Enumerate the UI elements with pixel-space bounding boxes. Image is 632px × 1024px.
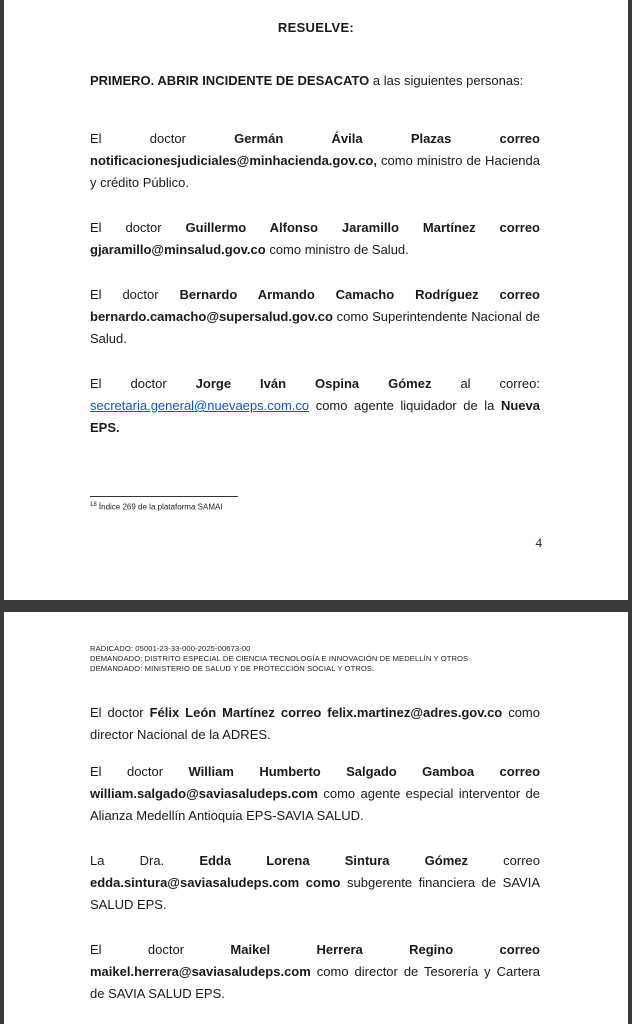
person-email: william.salgado@saviasaludeps.com <box>90 786 318 801</box>
person-name: William Humberto Salgado Gamboa correo <box>188 764 541 779</box>
person-name-email: Félix León Martínez correo felix.martinez@adres.gov.co <box>149 705 503 720</box>
person-role: como ministro de Hacienda y crédito Público. <box>90 153 540 190</box>
document-page-1 <box>4 0 628 600</box>
case-header <box>90 644 570 674</box>
person-paragraph-1 <box>90 128 540 194</box>
person-paragraph-3 <box>90 284 540 350</box>
header-demandado-2: DEMANDADO: MINISTERIO DE SALUD Y DE PROTECCIÓN SOCIAL Y OTROS. <box>90 664 375 673</box>
primero-text: a las siguientes personas: <box>369 73 524 88</box>
person-role: como agente especial interventor de Alianza Medellín Antioquia EPS-SAVIA SALUD. <box>90 786 540 823</box>
paragraph-primero <box>90 70 540 92</box>
person-name: Jorge Iván Ospina Gómez <box>195 376 432 391</box>
header-demandado-1: DEMANDADO: DISTRITO ESPECIAL DE CIENCIA TECNOLOGÍA E INNOVACIÓN DE MEDELLÍN Y OTROS <box>90 654 469 663</box>
person-role: como agente liquidador de la <box>309 398 501 413</box>
person-email: maikel.herrera@saviasaludeps.com <box>90 964 311 979</box>
person-name: Germán Ávila Plazas correo <box>234 131 540 146</box>
email-link[interactable]: secretaria.general@nuevaeps.com.co <box>90 398 310 413</box>
header-radicado: RADICADO: 05001-23-33-000-2025-00673-00 <box>90 644 251 653</box>
person-bold-como: como <box>299 875 341 890</box>
person-intro: El doctor <box>90 942 231 957</box>
person-intro: El doctor <box>90 220 186 235</box>
person-paragraph-6 <box>90 761 540 827</box>
person-intro: El doctor <box>90 705 150 720</box>
footnote-text: Índice 269 de la plataforma SAMAI <box>96 502 223 512</box>
person-paragraph-7 <box>90 850 540 916</box>
footnote-divider <box>90 496 238 497</box>
primero-heading: PRIMERO. ABRIR INCIDENTE DE DESACATO <box>90 73 370 88</box>
person-email: gjaramillo@minsalud.gov.co <box>90 242 266 257</box>
document-page-2 <box>4 612 628 1024</box>
person-role: subgerente financiera de SAVIA SALUD EPS. <box>90 875 540 912</box>
person-role: como ministro de Salud. <box>265 242 409 257</box>
person-name: Guillermo Alfonso Jaramillo Martínez correo <box>185 220 540 235</box>
person-name: Bernardo Armando Camacho Rodríguez correo <box>179 287 540 302</box>
footnote-marker: 18 <box>90 502 97 508</box>
person-paragraph-8 <box>90 939 540 1005</box>
person-intro: El doctor <box>90 764 189 779</box>
person-email: edda.sintura@saviasaludeps.com <box>90 875 300 890</box>
person-intro: La Dra. <box>90 853 200 868</box>
person-name: Edda Lorena Sintura Gómez <box>199 853 468 868</box>
person-mid-text: al correo: <box>431 376 541 391</box>
footnote <box>90 502 223 512</box>
person-role: como director de Tesorería y Cartera de SAVIA SALUD EPS. <box>90 964 540 1001</box>
person-mid-text: correo <box>468 853 540 868</box>
person-paragraph-5 <box>90 702 540 746</box>
person-email: bernardo.camacho@supersalud.gov.co <box>90 309 333 324</box>
person-role-tail: Nueva EPS. <box>90 398 540 435</box>
person-name: Maikel Herrera Regino correo <box>230 942 540 957</box>
person-role: como Superintendente Nacional de Salud. <box>90 309 540 346</box>
person-intro: El doctor <box>90 131 235 146</box>
person-role: como director Nacional de la ADRES. <box>90 705 540 742</box>
resolution-title: RESUELVE: <box>277 20 355 35</box>
page-number: 4 <box>535 535 542 550</box>
person-paragraph-4 <box>90 373 540 439</box>
person-email: notificacionesjudiciales@minhacienda.gov.co, <box>90 153 377 168</box>
person-intro: El doctor <box>90 287 180 302</box>
person-intro: El doctor <box>90 376 196 391</box>
person-paragraph-2 <box>90 217 540 261</box>
